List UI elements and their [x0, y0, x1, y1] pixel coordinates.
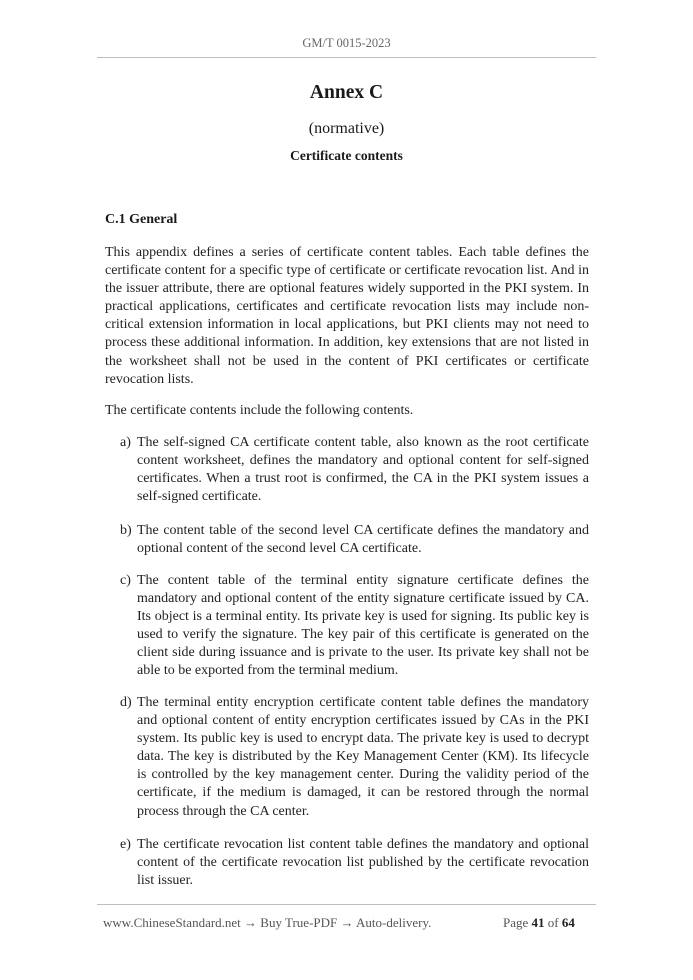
list-item-label: c)	[120, 573, 131, 588]
list-item-b	[120, 522, 589, 558]
list-item-c	[120, 572, 589, 681]
list-item-text: The content table of the second level CA certificate defines the mandatory and optional content of the second level CA certificate.	[137, 523, 589, 557]
of-label: of	[547, 915, 559, 930]
header-divider	[97, 57, 596, 58]
footer-divider	[97, 904, 596, 905]
footer-link[interactable]: www.ChineseStandard.net → Buy True-PDF → Auto-delivery.	[103, 915, 432, 930]
list-item-text: The certificate revocation list content table defines the mandatory and optional content of the certificate revocation list published by the certificate revocation list issuer.	[137, 837, 589, 889]
list-item-label: d)	[120, 695, 132, 710]
annex-title: Annex C	[309, 82, 384, 103]
list-item-text: The self-signed CA certificate content table, also known as the root certificate content worksheet, defines the mandatory and optional content for self-signed certificates. When a trust root is confirmed, the CA in the PKI system issues a self-signed certificate.	[137, 435, 589, 505]
document-header-id: GM/T 0015-2023	[302, 36, 391, 50]
annex-type: (normative)	[308, 120, 385, 137]
annex-subtitle: Certificate contents	[290, 148, 403, 163]
list-item-e	[120, 836, 589, 890]
general-paragraph: This appendix defines a series of certificate content tables. Each table defines the certificate content for a specific type of certificate or certificate revocation list. And in the issuer attribute, there are optional features widely supported in the PKI system. In practical applications, certificates and certificate revocation lists may include non-critical extension information in local applications, but PKI clients may not need to process these additional information. In addition, key extensions that are not listed in the worksheet shall not be used in the content of PKI certificates or certificate revocation lists.	[105, 245, 589, 387]
list-item-label: b)	[120, 523, 132, 538]
section-heading: C.1 General	[105, 212, 178, 227]
list-item-label: e)	[120, 837, 131, 852]
page-indicator	[503, 915, 575, 931]
page-label: Page	[503, 915, 529, 930]
page-number: 41	[531, 915, 545, 930]
list-item-text: The content table of the terminal entity signature certificate defines the mandatory and optional content of the entity signature certificate issued by CA. Its object is a terminal entity. Its private key is used for signing. Its public key is used to verify the signature. The key pair of this certificate is generated on the client side during issuance and is private to the user. Its private key shall not be able to be exported from the terminal medium.	[137, 573, 589, 679]
list-item-label: a)	[120, 435, 131, 450]
list-item-a	[120, 434, 589, 506]
contents-intro-paragraph: The certificate contents include the following contents.	[105, 403, 414, 418]
list-item-text: The terminal entity encryption certificate content table defines the mandatory and optional content of entity encryption certificates issued by CAs in the PKI system. Its public key is used to encrypt data. The private key is used to decrypt data. The key is distributed by the Key Management Center (KM). Its lifecycle is controlled by the key management center. During the validity period of the certificate, if the medium is damaged, it can be restored through the normal process through the CA center.	[137, 695, 589, 819]
total-pages: 64	[561, 915, 575, 930]
list-item-d	[120, 694, 589, 821]
